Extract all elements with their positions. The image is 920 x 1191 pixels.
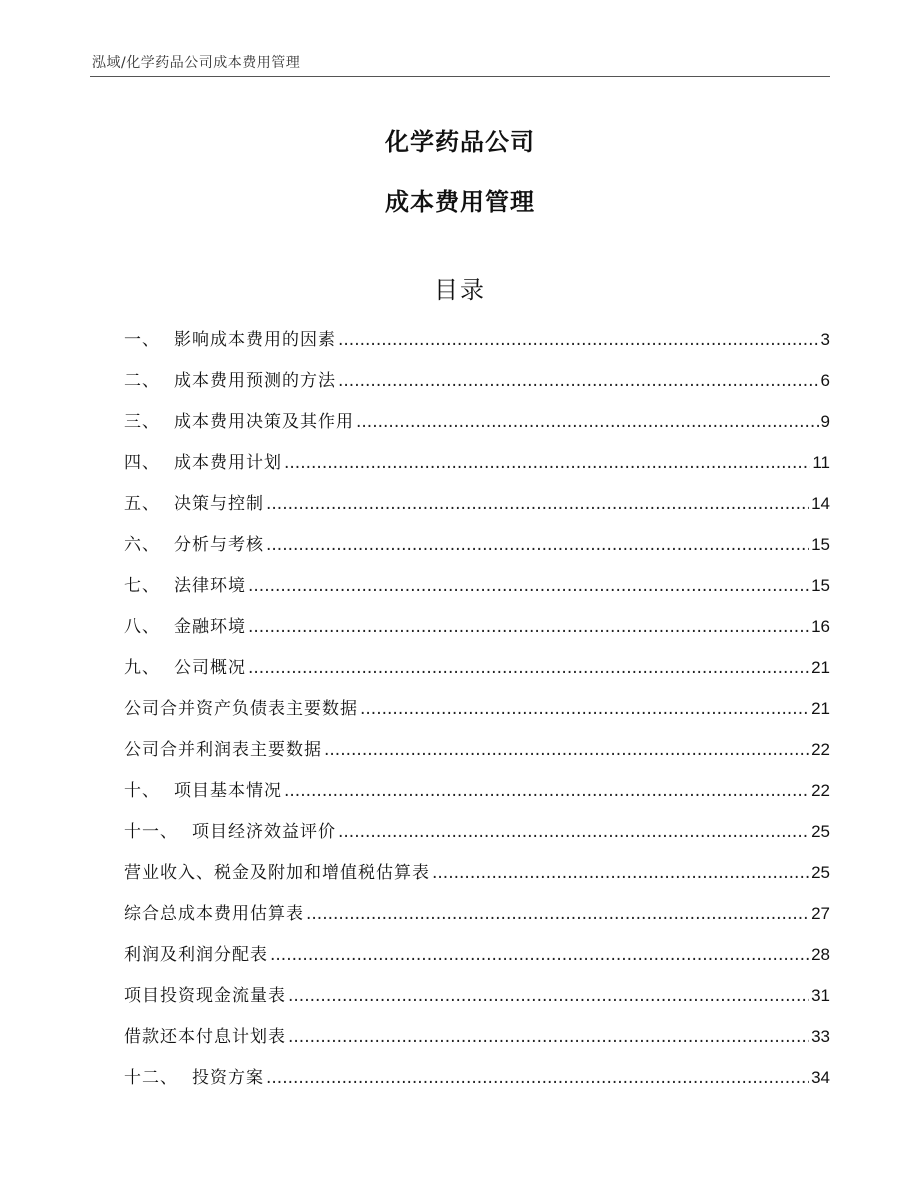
toc-leader-dots [338,361,819,402]
toc-leader-dots [360,689,809,730]
toc-entry-title: 利润及利润分配表 [124,945,268,965]
toc-leader-dots [432,853,809,894]
toc-leader-dots [338,812,809,853]
toc-entry-title: 公司概况 [174,658,246,678]
toc-entry[interactable] [124,729,830,770]
toc-entry-number: 三、 [124,412,160,432]
toc-page-number: 25 [811,863,830,882]
toc-entry-title: 借款还本付息计划表 [124,1027,286,1047]
toc-page-number: 14 [811,494,830,513]
toc-page-number: 15 [811,576,830,595]
toc-entry-label [124,361,336,402]
toc-entry-label [124,648,246,689]
toc-leader-dots [266,484,809,525]
toc-page-number: 6 [820,371,830,390]
toc-leader-dots [270,935,809,976]
toc-page-number: 33 [811,1027,830,1046]
toc-entry-title: 成本费用决策及其作用 [174,412,354,432]
toc-entry-title: 分析与考核 [174,535,264,555]
toc-entry-title: 综合总成本费用估算表 [124,904,304,924]
toc-entry-title: 公司合并资产负债表主要数据 [124,699,358,719]
toc-entry-number: 七、 [124,576,160,596]
toc-entry[interactable] [124,934,830,975]
toc-entry[interactable] [124,647,830,688]
toc-leader-dots [284,771,809,812]
toc-entry-number: 一、 [124,330,160,350]
toc-entry[interactable] [124,852,830,893]
toc-entry[interactable] [124,1057,830,1098]
toc-entry-label [124,1017,286,1058]
toc-entry-title: 法律环境 [174,576,246,596]
toc-entry-label [124,894,304,935]
toc-page-number: 21 [811,658,830,677]
toc-entry-title: 成本费用计划 [174,453,282,473]
toc-leader-dots [356,402,819,443]
toc-entry[interactable] [124,401,830,442]
toc-entry[interactable] [124,606,830,647]
toc-entry[interactable] [124,1016,830,1057]
toc-entry-label [124,607,246,648]
toc-entry-title: 项目基本情况 [174,781,282,801]
toc-entry-label [124,976,286,1017]
toc-entry-label [124,771,282,812]
toc-entry[interactable] [124,811,830,852]
toc-page-number: 31 [811,986,830,1005]
toc-entry-number: 十二、 [124,1068,178,1088]
toc-entry[interactable] [124,770,830,811]
toc-page-number: 22 [811,740,830,759]
toc-leader-dots [284,443,810,484]
toc-page-number: 21 [811,699,830,718]
toc-leader-dots [266,525,809,566]
document-title-line-2: 成本费用管理 [385,188,535,216]
toc-entry-label [124,730,322,771]
toc-entry[interactable] [124,360,830,401]
toc-entry-label [124,320,336,361]
toc-entry-label [124,443,282,484]
table-of-contents [124,319,830,1098]
toc-entry-number: 二、 [124,371,160,391]
toc-leader-dots [248,566,809,607]
toc-entry-label [124,566,246,607]
toc-leader-dots [324,730,809,771]
toc-entry[interactable] [124,688,830,729]
toc-entry[interactable] [124,319,830,360]
toc-page-number: 27 [811,904,830,923]
toc-entry-title: 决策与控制 [174,494,264,514]
toc-entry-label [124,853,430,894]
toc-leader-dots [248,607,809,648]
toc-entry[interactable] [124,565,830,606]
toc-entry-label [124,484,264,525]
toc-entry-label [124,689,358,730]
toc-entry-label [124,812,336,853]
toc-entry-title: 公司合并利润表主要数据 [124,740,322,760]
running-header: 泓域/化学药品公司成本费用管理 [92,55,301,71]
toc-page-number: 9 [820,412,830,431]
toc-entry-title: 项目经济效益评价 [192,822,336,842]
toc-entry-number: 五、 [124,494,160,514]
toc-entry-title: 项目投资现金流量表 [124,986,286,1006]
toc-entry-title: 影响成本费用的因素 [174,330,336,350]
toc-leader-dots [266,1058,809,1099]
toc-entry-label [124,935,268,976]
toc-page-number: 11 [812,453,830,472]
toc-leader-dots [338,320,819,361]
toc-entry-number: 九、 [124,658,160,678]
toc-entry-number: 六、 [124,535,160,555]
toc-entry[interactable] [124,442,830,483]
toc-entry-title: 营业收入、税金及附加和增值税估算表 [124,863,430,883]
toc-entry-number: 十一、 [124,822,178,842]
toc-entry[interactable] [124,524,830,565]
toc-entry-number: 八、 [124,617,160,637]
toc-page-number: 16 [811,617,830,636]
toc-leader-dots [248,648,809,689]
toc-page-number: 22 [811,781,830,800]
toc-leader-dots [288,1017,809,1058]
toc-leader-dots [288,976,809,1017]
header-divider [90,76,830,77]
toc-heading: 目录 [434,276,486,304]
toc-entry-label [124,1058,264,1099]
toc-entry-title: 投资方案 [192,1068,264,1088]
toc-page-number: 34 [811,1068,830,1087]
toc-page-number: 25 [811,822,830,841]
toc-entry-label [124,402,354,443]
toc-entry-label [124,525,264,566]
toc-entry[interactable] [124,975,830,1016]
toc-entry-title: 成本费用预测的方法 [174,371,336,391]
document-title-line-1: 化学药品公司 [385,128,535,156]
toc-page-number: 28 [811,945,830,964]
toc-entry-title: 金融环境 [174,617,246,637]
toc-page-number: 15 [811,535,830,554]
toc-entry[interactable] [124,483,830,524]
toc-entry-number: 十、 [124,781,160,801]
toc-entry[interactable] [124,893,830,934]
toc-leader-dots [306,894,809,935]
toc-page-number: 3 [820,330,830,349]
toc-entry-number: 四、 [124,453,160,473]
